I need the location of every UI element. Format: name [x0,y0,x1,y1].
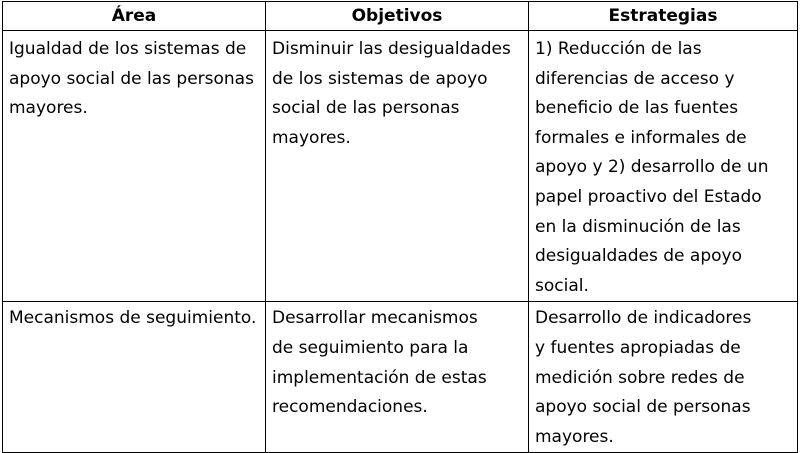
cell-area: Mecanismos de seguimiento. [3,302,266,453]
header-estrategias: Estrategias [529,2,798,31]
table-row [3,31,798,302]
cell-area: Igualdad de los sistemas de apoyo social de las personas mayores. [3,31,266,302]
table-header-row [3,2,798,31]
cell-objetivos: Disminuir las desigualdades de los sistemas de apoyo social de las personas mayores. [266,31,529,302]
cell-estrategias: Desarrollo de indicadores y fuentes apropiadas de medición sobre redes de apoyo social de personas mayores. [529,302,798,453]
header-objetivos: Objetivos [266,2,529,31]
cell-estrategias: 1) Reducción de las diferencias de acceso y beneficio de las fuentes formales e informales de apoyo y 2) desarrollo de un papel proactivo del Estado en la disminución de las desigualdades de apoyo social. [529,31,798,302]
policy-table [2,1,798,453]
cell-objetivos: Desarrollar mecanismos de seguimiento para la implementación de estas recomendaciones. [266,302,529,453]
table-row [3,302,798,453]
header-area: Área [3,2,266,31]
